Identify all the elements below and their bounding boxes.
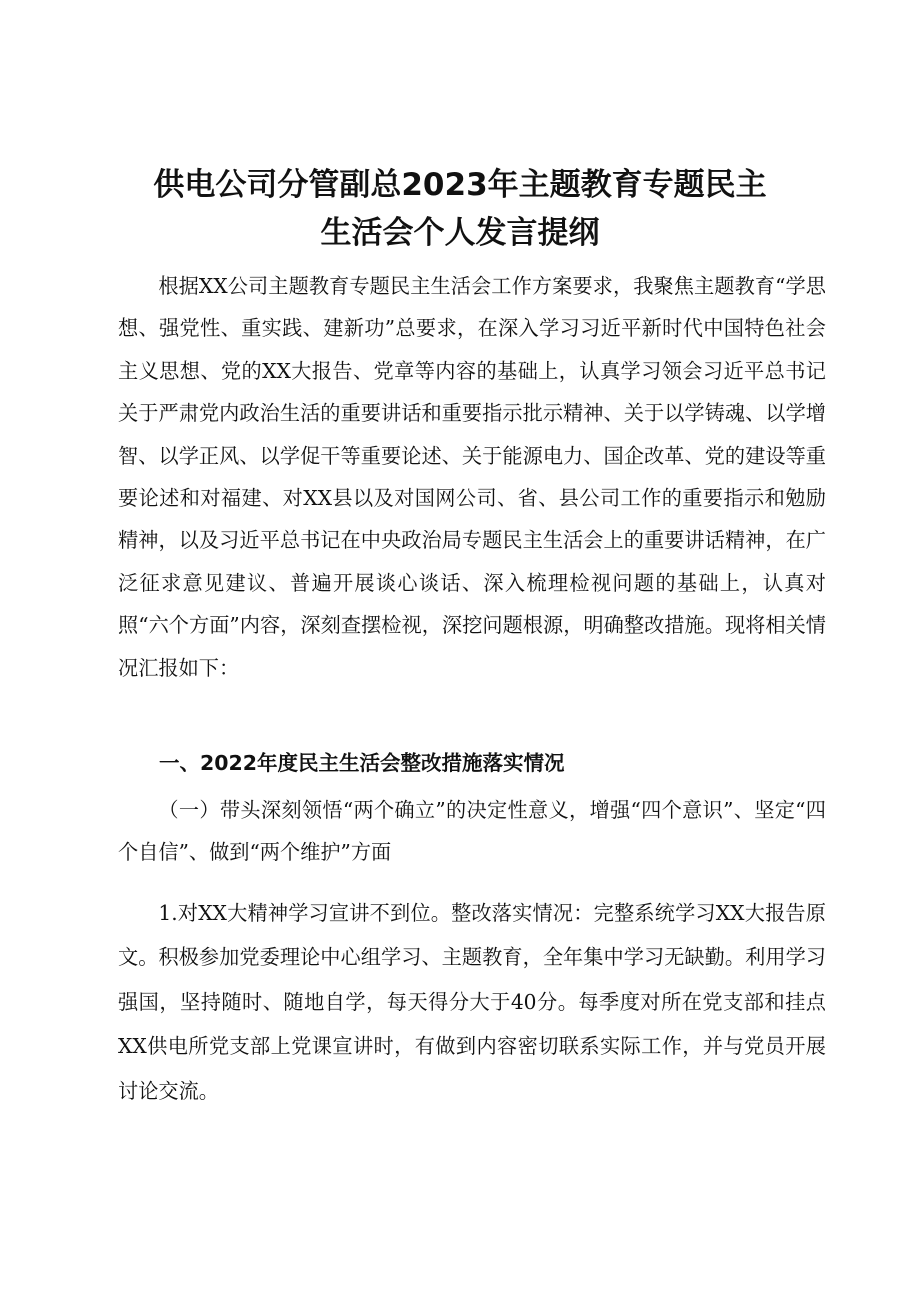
section-1-heading: 一、2022年度民主生活会整改措施落实情况 xyxy=(159,751,565,775)
document-title-line-1: 供电公司分管副总2023年主题教育专题民主 xyxy=(153,167,767,203)
document-title-line-2: 生活会个人发言提纲 xyxy=(320,215,600,251)
intro-paragraph: 根据XX公司主题教育专题民主生活会工作方案要求，我聚焦主题教育“学思想、强党性、重实践、建新功”总要求，在深入学习习近平新时代中国特色社会主义思想、党的XX大报告、党章等内容的基础上，认真学习领会习近平总书记关于严肃党内政治生活的重要讲话和重要指示批示精神、关于以学铸魂、以学增智、以学正风、以学促干等重要论述、关于能源电力、国企改革、党的建设等重要论述和对福建、对XX县以及对国网公司、省、县公司工作的重要指示和勉励精神，以及习近平总书记在中央政治局专题民主生活会上的重要讲话精神，在广泛征求意见建议、普遍开展谈心谈话、深入梳理检视问题的基础上，认真对照“六个方面”内容，深刻查摆检视，深挖问题根源，明确整改措施。现将相关情况汇报如下： xyxy=(118,274,826,680)
subsection-1-heading: （一）带头深刻领悟“两个确立”的决定性意义，增强“四个意识”、坚定“四个自信”、做到“两个维护”方面 xyxy=(118,798,826,865)
item-1-paragraph: 1.对XX大精神学习宣讲不到位。整改落实情况：完整系统学习XX大报告原文。积极参加党委理论中心组学习、主题教育，全年集中学习无缺勤。利用学习强国，坚持随时、随地自学，每天得分大于40分。每季度对所在党支部和挂点XX供电所党支部上党课宣讲时，有做到内容密切联系实际工作，并与党员开展讨论交流。 xyxy=(118,901,826,1103)
